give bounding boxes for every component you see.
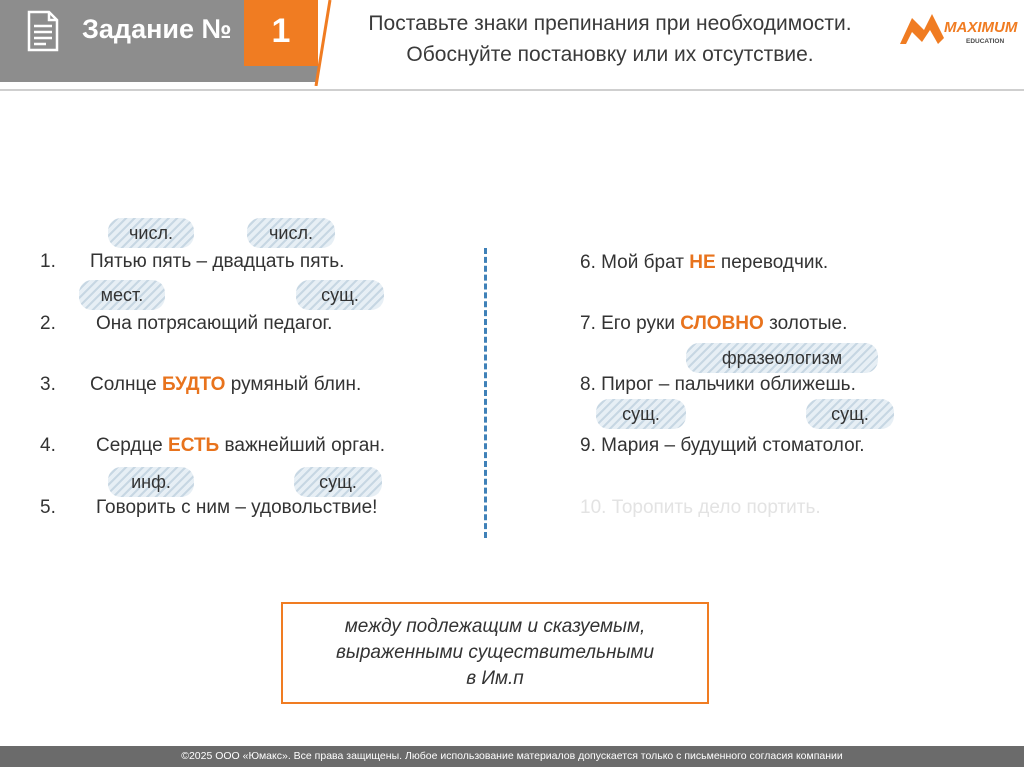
sentence-number: 5. — [40, 497, 56, 518]
sentence-9: 9. Мария – будущий стоматолог. — [580, 435, 865, 456]
tag-noun: сущ. — [294, 467, 382, 497]
rule-box — [281, 602, 709, 704]
sentence-text-after: важнейший орган. — [219, 435, 386, 456]
sentence-3 — [40, 374, 361, 396]
sentence-text: Пятью пять – двадцать пять. — [90, 251, 345, 272]
header-title-line1: Поставьте знаки препинания при необходимости. — [368, 12, 852, 35]
sentence-text-before: Солнце — [90, 374, 162, 395]
logo-subtext: EDUCATION — [966, 38, 1005, 45]
sentence-number: 1. — [40, 251, 56, 272]
highlight-word: НЕ — [689, 252, 716, 273]
sentence-7 — [580, 313, 847, 335]
logo-text: MAXIMUM — [944, 19, 1018, 36]
header-title-line2: Обоснуйте постановку или их отсутствие. — [406, 43, 814, 66]
rule-line1: между подлежащим и сказуемым, — [344, 616, 646, 637]
highlight-word: ЕСТЬ — [168, 435, 220, 456]
sentence-4 — [40, 435, 385, 457]
rule-line3: в Им.п — [466, 668, 524, 689]
sentence-text-after: золотые. — [763, 313, 848, 334]
sentence-text: Говорить с ним – удовольствие! — [96, 497, 378, 518]
tag-pronoun: мест. — [79, 280, 165, 310]
sentence-text-before: 6. Мой брат — [580, 252, 690, 273]
sentence-text: Она потрясающий педагог. — [96, 313, 333, 334]
sentence-text-after: румяный блин. — [225, 374, 362, 395]
column-divider — [484, 248, 487, 538]
sentence-10: 10. Торопить дело портить. — [580, 497, 821, 518]
highlight-word: БУДТО — [161, 374, 226, 395]
sentence-number: 4. — [40, 435, 56, 456]
copyright-footer: ©2025 ООО «Юмакс». Все права защищены. Любое использование материалов допускается только с письменного согласия компании — [0, 746, 1024, 767]
tag-idiom: фразеологизм — [686, 343, 878, 373]
sentence-text-after: переводчик. — [715, 252, 829, 273]
tag-numeral: числ. — [247, 218, 335, 248]
header-underline — [0, 89, 1024, 91]
rule-line2: выраженными существительными — [335, 642, 655, 663]
tag-infinitive: инф. — [108, 467, 194, 497]
document-icon — [26, 10, 60, 52]
header-title — [330, 8, 890, 70]
tag-noun: сущ. — [296, 280, 384, 310]
sentence-1 — [40, 251, 344, 273]
sentence-text-before: 7. Его руки — [580, 313, 681, 334]
task-number: 1 — [271, 12, 291, 50]
tag-numeral: числ. — [108, 218, 194, 248]
sentence-text-before: Сердце — [96, 435, 169, 456]
task-label: Задание № — [82, 14, 232, 44]
sentence-8: 8. Пирог – пальчики оближешь. — [580, 374, 856, 395]
task-number-tab — [244, 0, 318, 66]
sentence-number: 2. — [40, 313, 56, 334]
tag-noun: сущ. — [596, 399, 686, 429]
highlight-word: СЛОВНО — [680, 313, 764, 334]
sentence-number: 3. — [40, 374, 56, 395]
tag-noun: сущ. — [806, 399, 894, 429]
sentence-2 — [40, 313, 332, 335]
sentence-5 — [40, 497, 377, 519]
maximum-logo — [898, 8, 1018, 56]
sentence-6 — [580, 252, 828, 274]
